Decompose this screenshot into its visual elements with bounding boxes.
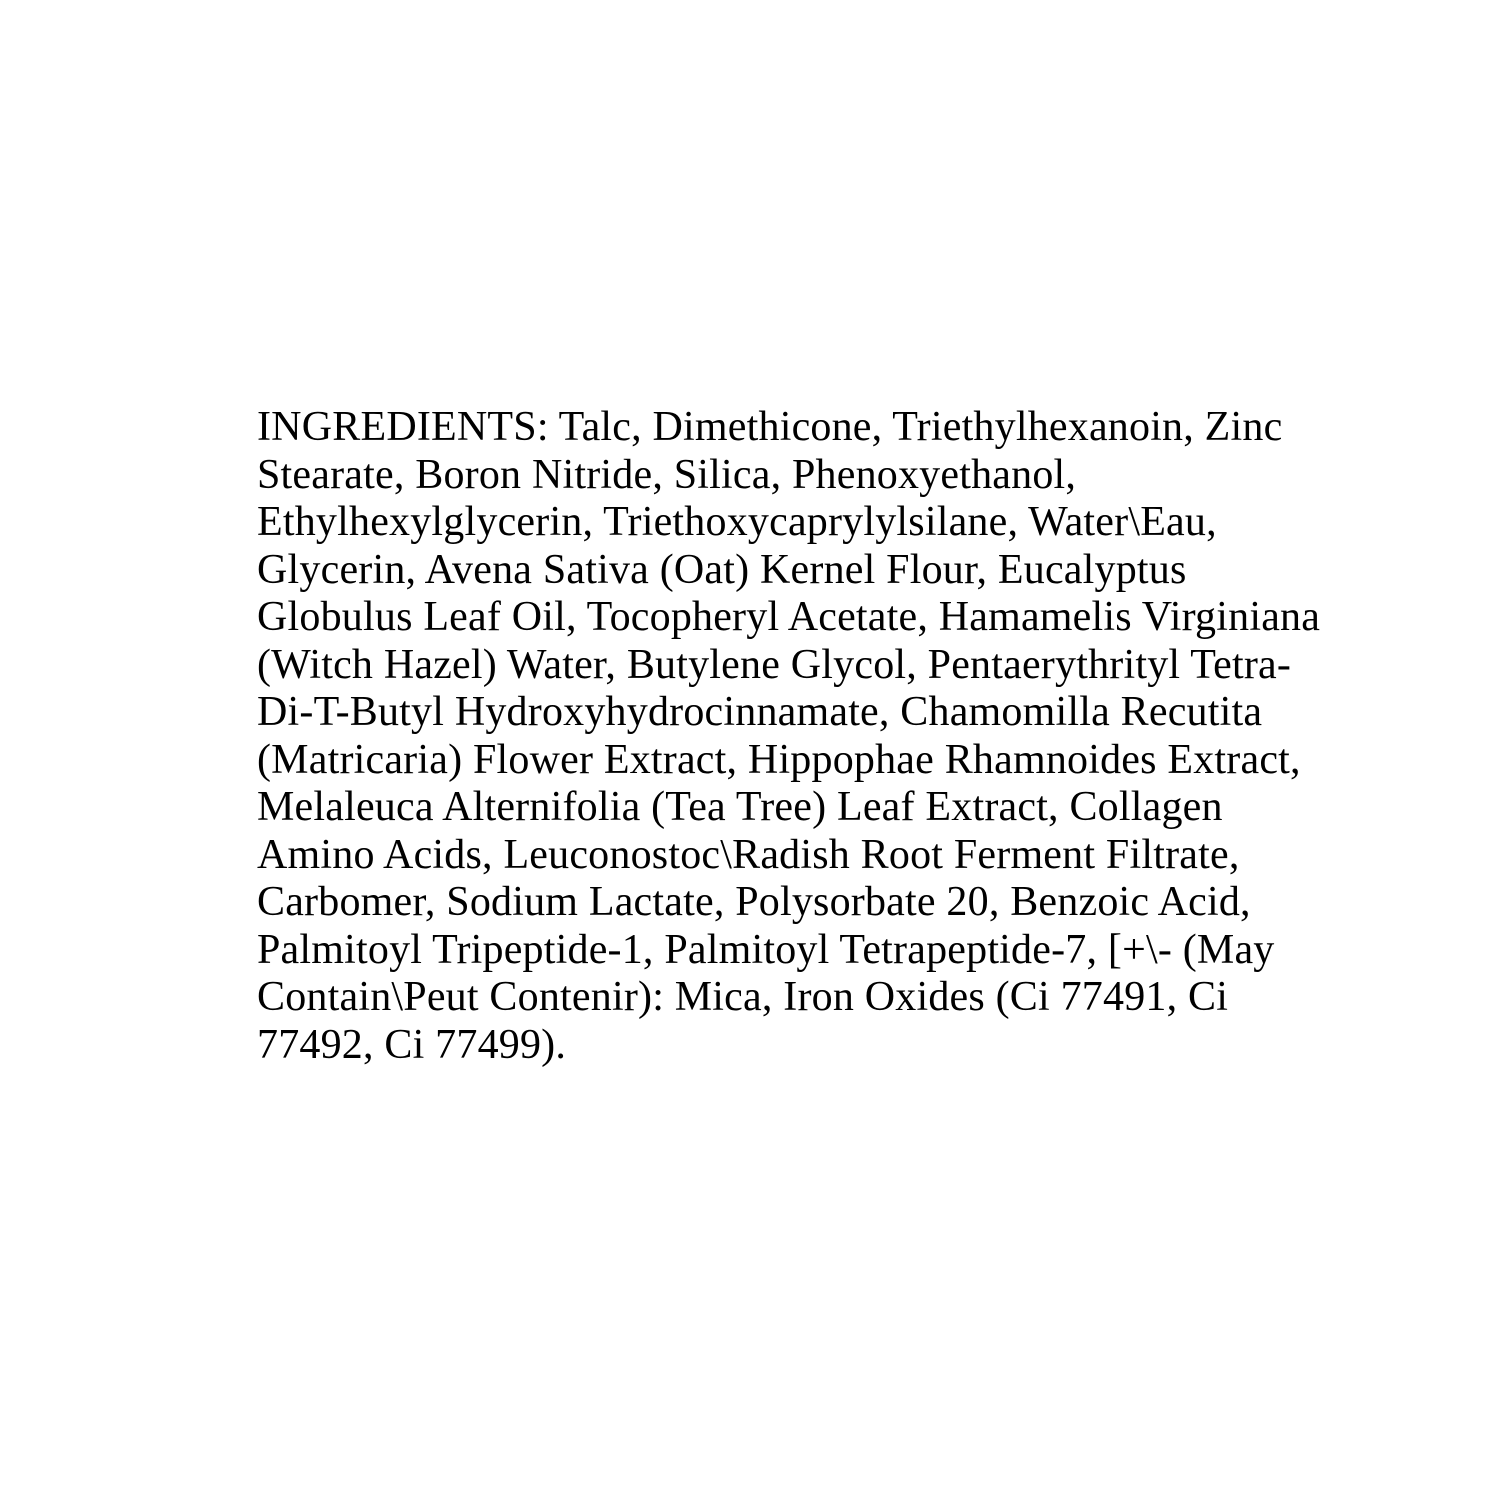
ingredients-line: INGREDIENTS: Talc, Dimethicone, Triethylhexanoin, Zinc xyxy=(257,404,1283,450)
ingredients-line: Stearate, Boron Nitride, Silica, Phenoxyethanol, xyxy=(257,451,1077,498)
ingredients-line: Amino Acids, Leuconostoc\Radish Root Ferment Filtrate, xyxy=(257,831,1240,878)
ingredients-line: (Witch Hazel) Water, Butylene Glycol, Pentaerythrityl Tetra- xyxy=(257,641,1292,688)
ingredients-line: Di-T-Butyl Hydroxyhydrocinnamate, Chamomilla Recutita xyxy=(257,689,1263,735)
ingredients-line: (Matricaria) Flower Extract, Hippophae Rhamnoides Extract, xyxy=(257,736,1301,783)
ingredients-line: Carbomer, Sodium Lactate, Polysorbate 20, Benzoic Acid, xyxy=(257,879,1251,925)
ingredients-line: Glycerin, Avena Sativa (Oat) Kernel Flour, Eucalyptus xyxy=(257,546,1187,593)
ingredients-line: Palmitoyl Tripeptide-1, Palmitoyl Tetrapeptide-7, [+\- (May xyxy=(257,926,1275,973)
ingredients-line: Ethylhexylglycerin, Triethoxycaprylylsilane, Water\Eau, xyxy=(257,499,1217,545)
ingredients-line: Melaleuca Alternifolia (Tea Tree) Leaf Extract, Collagen xyxy=(257,784,1223,830)
ingredients-line: Contain\Peut Contenir): Mica, Iron Oxides (Ci 77491, Ci xyxy=(257,974,1229,1020)
ingredients-line: 77492, Ci 77499). xyxy=(257,1021,567,1068)
ingredients-line: Globulus Leaf Oil, Tocopheryl Acetate, Hamamelis Virginiana xyxy=(257,594,1321,640)
ingredients-paragraph xyxy=(257,404,1321,1069)
